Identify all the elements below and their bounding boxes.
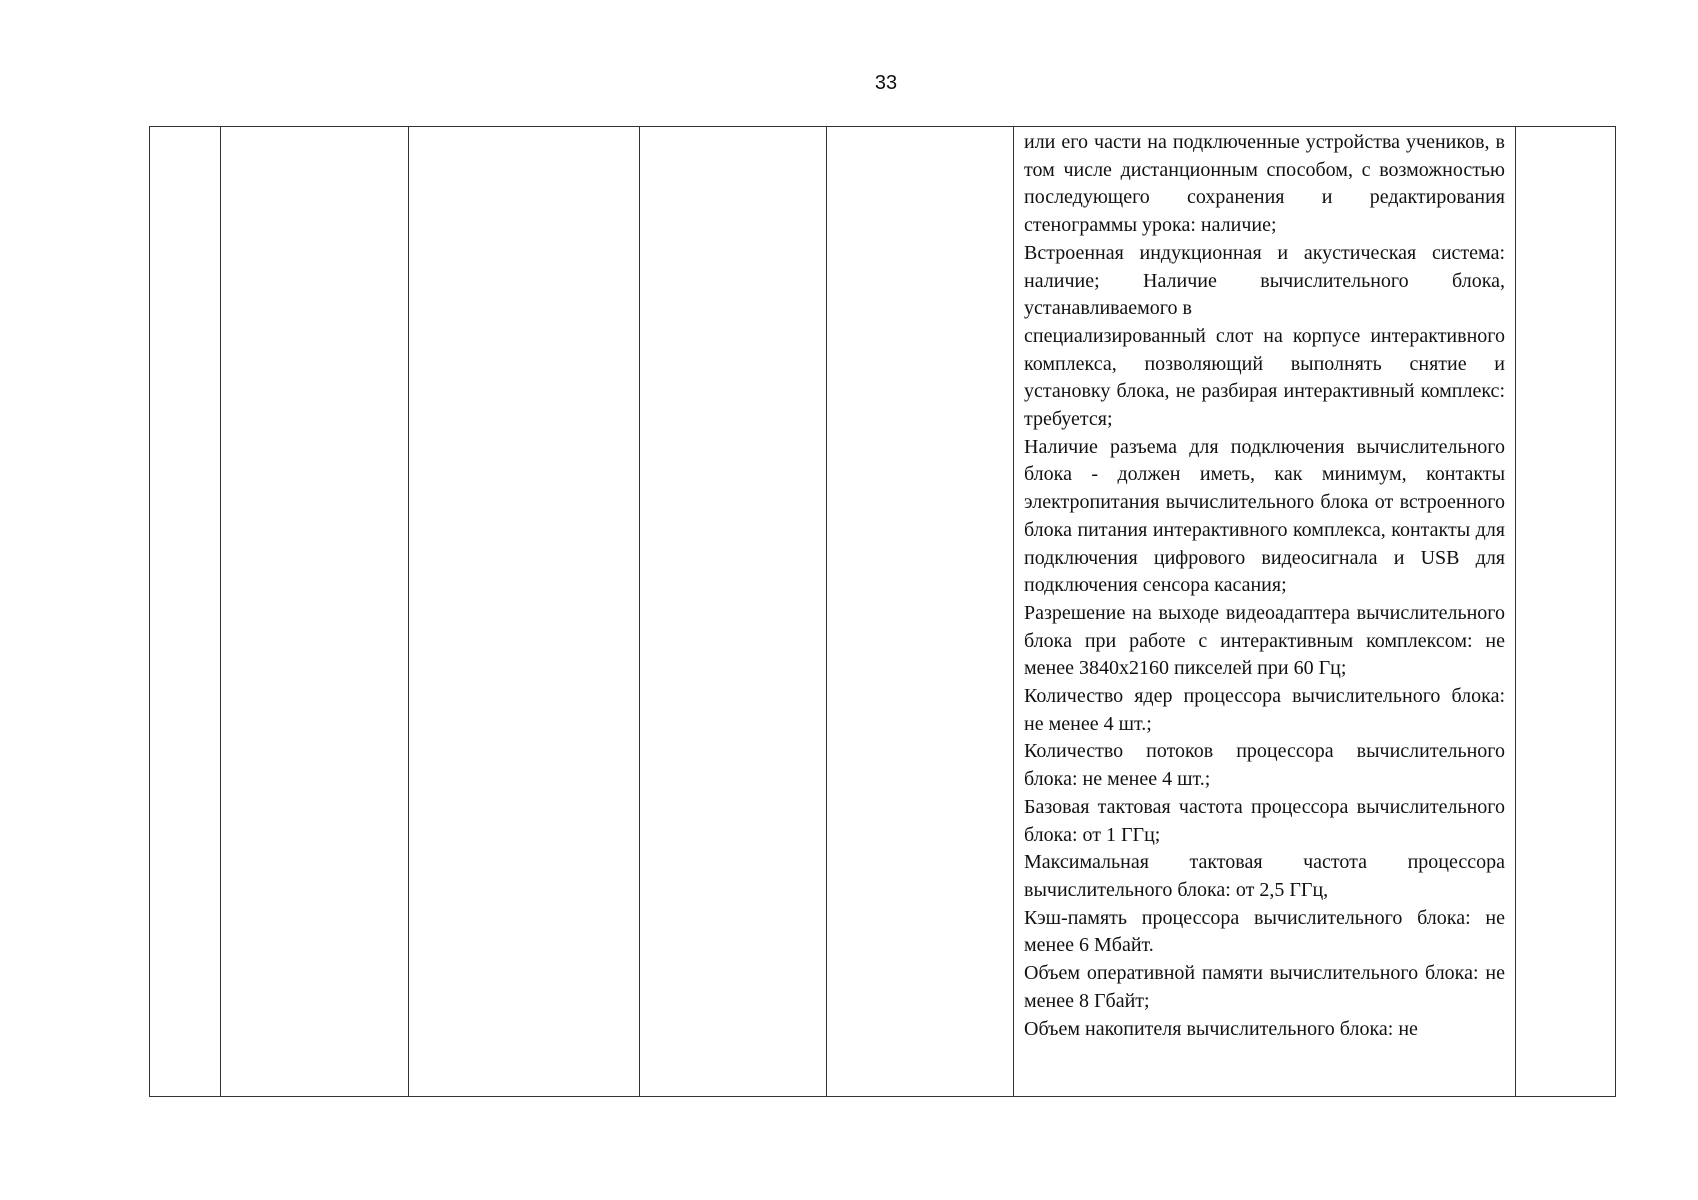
spec-paragraph: Количество ядер процессора вычислительного блока: не менее 4 шт.; [1024, 685, 1505, 735]
spec-paragraph: или его части на подключенные устройства учеников, в том числе дистанционным способом, с возможностью последующего сохранения и редактирования стенограммы урока: наличие; [1024, 131, 1505, 237]
table-cell-specifications [1014, 127, 1516, 1097]
table-cell-column-3 [409, 127, 640, 1097]
spec-paragraph: Максимальная тактовая частота процессора вычислительного блока: от 2,5 ГГц, [1024, 851, 1505, 901]
spec-paragraph: Разрешение на выходе видеоадаптера вычислительного блока при работе с интерактивным комплексом: не менее 3840x2160 пикселей при 60 Гц; [1024, 601, 1505, 680]
table-row [150, 127, 1616, 1097]
table-cell-number [150, 127, 221, 1097]
page-number: 33 [874, 72, 898, 94]
spec-paragraph: специализированный слот на корпусе интерактивного комплекса, позволяющий выполнять снятие и установку блока, не разбирая интерактивный комплекс: требуется; [1024, 324, 1505, 431]
table-cell-name [221, 127, 409, 1097]
table-cell-last [1516, 127, 1616, 1097]
spec-paragraph: Базовая тактовая частота процессора вычислительного блока: от 1 ГГц; [1024, 795, 1505, 846]
spec-paragraph: Встроенная индукционная и акустическая система: наличие; Наличие вычислительного блока, устанавливаемого в [1024, 241, 1505, 320]
table-cell-column-4 [640, 127, 827, 1097]
spec-paragraph: Количество потоков процессора вычислительного блока: не менее 4 шт.; [1024, 740, 1505, 791]
spec-paragraph: Кэш-память процессора вычислительного блока: не менее 6 Мбайт. [1024, 906, 1505, 957]
specification-table [149, 126, 1616, 1097]
spec-paragraph: Объем накопителя вычислительного блока: не [1024, 1017, 1418, 1040]
table-cell-column-5 [827, 127, 1014, 1097]
spec-paragraph: Наличие разъема для подключения вычислительного блока - должен иметь, как минимум, контакты электропитания вычислительного блока от встроенного блока питания интерактивного комплекса, контакты для подключения цифрового видеосигнала и USB для подключения сенсора касания; [1024, 435, 1505, 597]
spec-paragraph: Объем оперативной памяти вычислительного блока: не менее 8 Гбайт; [1024, 962, 1505, 1012]
